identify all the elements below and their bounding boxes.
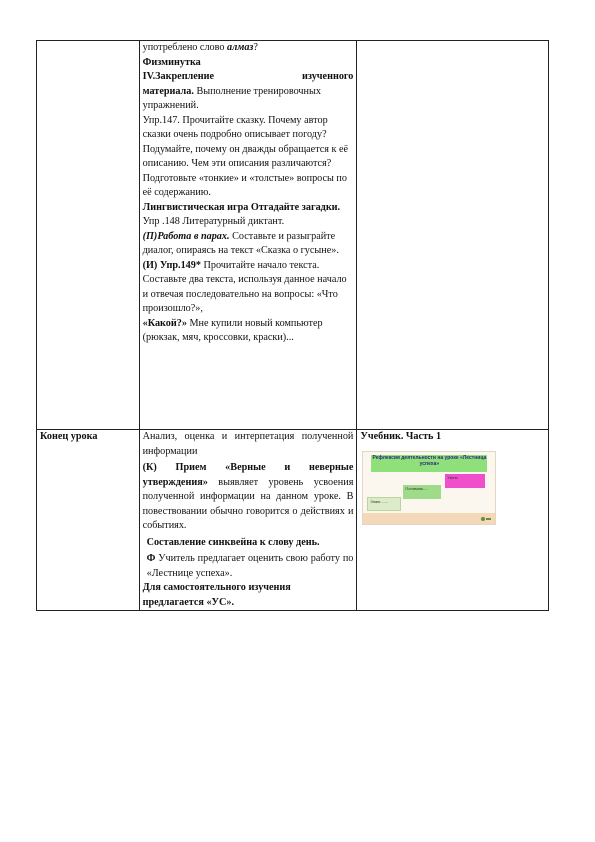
f-technique: Ф Учитель предлагает оценить свою работу по «Лестнице успеха».: [146, 553, 354, 579]
resources-cell: [357, 430, 549, 611]
ladder-footer-bar: [363, 513, 495, 524]
analysis-text: Анализ, оценка и интерпетация полученной информации: [142, 431, 354, 457]
game-heading: Лингвистическая игра Отгадайте загадки.: [142, 201, 341, 213]
ladder-step-high: Умею: [445, 474, 485, 488]
sinkwine-task: Составление синквейна к слову день.: [146, 536, 320, 548]
stage-cell: [37, 41, 140, 430]
ladder-step-low: Знаю.......: [367, 497, 401, 511]
activity-cell: [139, 430, 357, 611]
section-iv-text: материала. Выполнение тренировочных упражнений.: [142, 85, 321, 111]
text-line: употреблено слово алмаз?: [142, 42, 258, 53]
exercise-147: Упр.147. Прочитайте сказку. Почему автор сказки очень подробно описывает погоду? Подумайте, почему он дважды обращается к её описанию. Чем эти описания различаются? Подготовьте «тонкие» и «толстые» вопросы по её содержанию.: [142, 114, 349, 198]
table-row: [37, 430, 549, 611]
resources-cell: [357, 41, 549, 430]
exercise-149: (И) Упр.149* Прочитайте начало текста. Составьте два текста, используя данное начало и отвечая последовательно на вопросы: «Что произошло?»,: [142, 259, 347, 314]
ladder-step-mid: Понимаю.....: [403, 485, 441, 499]
fizminutka-heading: Физминутка: [142, 56, 201, 68]
table-row: [37, 41, 549, 430]
k-technique: (К) Прием «Верные и неверные утверждения» выявляет уровень усвоения полученной информации на данном уроке. В повествовании обычно говорится о действиях и событиях.: [142, 462, 354, 531]
kakoi-question: «Какой?» Мне купили новый компьютер (рюкзак, мяч, кроссовки, краски)...: [142, 317, 323, 343]
stage-label: Конец урока: [40, 431, 98, 442]
pair-work: (П)Работа в парах. Составьте и разыграйте диалог, опираясь на текст «Сказка о гусыне».: [142, 230, 339, 256]
exercise-148: Упр .148 Литературный диктант.: [142, 216, 285, 227]
stage-cell: [37, 430, 140, 611]
section-iv-heading: IV.Закрепление изученного: [142, 71, 354, 82]
activity-cell: [139, 41, 357, 430]
logo-icon: [481, 516, 491, 522]
ladder-title: Рефлексия деятельности на уроке «Лестница успеха»: [371, 455, 487, 472]
independent-study: Для самостоятельного изучения предлагается «УС».: [142, 582, 291, 608]
success-ladder-image: [362, 451, 496, 525]
textbook-label: Учебник. Часть 1: [360, 431, 442, 442]
lesson-plan-table: [36, 40, 549, 611]
